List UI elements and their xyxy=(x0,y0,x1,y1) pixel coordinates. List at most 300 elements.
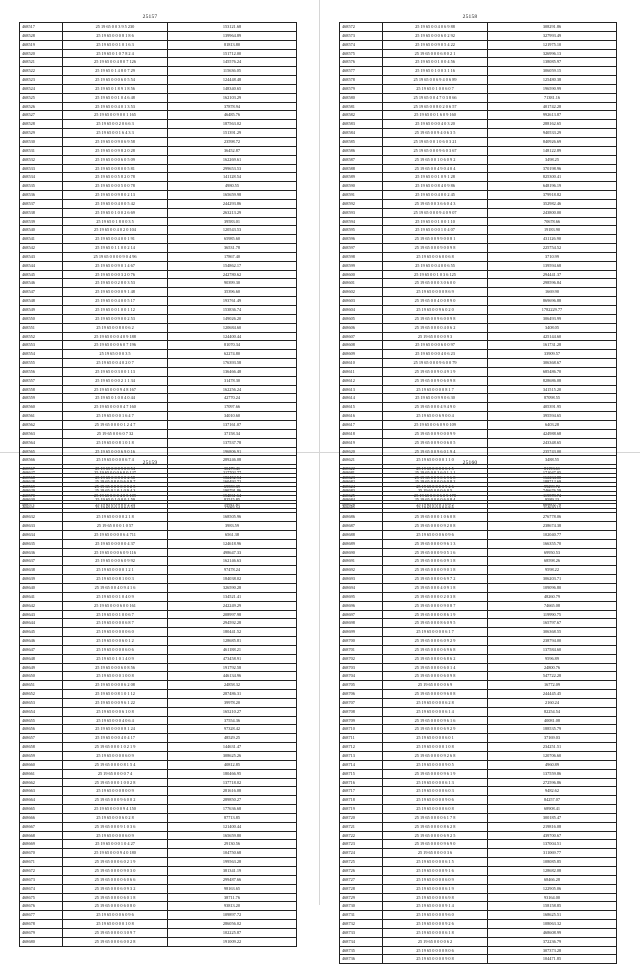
amount-cell: 468608.99 xyxy=(488,928,617,937)
row-id-cell: 468565 xyxy=(20,447,63,456)
amount-cell: 36531.78 xyxy=(168,244,297,253)
reference-code-cell: 25 19 65 0 0 0 0 6 0 1 xyxy=(383,734,488,743)
row-id-cell: 468701 xyxy=(340,645,383,654)
row-id-cell: 468721 xyxy=(340,822,383,831)
amount-cell: 286056.02 xyxy=(168,920,297,929)
table-row xyxy=(340,796,617,805)
reference-code-cell: 25 19 65 0 0 0 8 0 0 9 xyxy=(63,787,168,796)
reference-code-cell: 25 19 65 0 0 0 1 6 4 7 xyxy=(63,412,168,421)
row-id-cell: 468533 xyxy=(20,164,63,173)
amount-cell: 648196.19 xyxy=(488,182,617,191)
table-row xyxy=(340,49,617,58)
reference-code-cell: 25 19 65 0 0 0 0 9 1 4 xyxy=(383,902,488,911)
amount-cell: 276778.06 xyxy=(488,513,617,522)
table-row xyxy=(20,522,297,531)
table-row xyxy=(340,566,617,575)
amount-cell: 109897.72 xyxy=(168,911,297,920)
table-row xyxy=(20,341,297,350)
table-row xyxy=(20,438,297,447)
reference-code-cell: 25 19 65 0 0 8 1 0 0 3 xyxy=(63,575,168,584)
row-id-cell: 468725 xyxy=(340,858,383,867)
reference-code-cell: 25 19 65 0 0 4 7 0 3 8 66 xyxy=(383,93,488,102)
reference-code-cell: 25 19 65 0 0 0 6 0 9 6 xyxy=(383,530,488,539)
reference-code-cell: 25 19 65 0 0 9 0 6 9 6 8 xyxy=(383,474,488,483)
row-id-cell: 468728 xyxy=(340,884,383,893)
amount-cell: 431126.90 xyxy=(488,235,617,244)
amount-cell: 148340.65 xyxy=(168,84,297,93)
row-id-cell: 468524 xyxy=(20,84,63,93)
row-id-cell: 468652 xyxy=(20,690,63,699)
amount-cell: 162103.29 xyxy=(168,93,297,102)
table-row xyxy=(340,849,617,858)
row-id-cell: 468566 xyxy=(20,456,63,465)
row-id-cell: 468658 xyxy=(20,743,63,752)
row-id-cell: 468664 xyxy=(20,796,63,805)
reference-code-cell: 25 19 65 0 0 0 0 6 9 7 2 xyxy=(383,575,488,584)
ledger-table xyxy=(19,468,297,947)
reference-code-cell: 25 19 65 0 0 9 6 0 0 9 8 xyxy=(383,314,488,323)
table-row xyxy=(20,58,297,67)
amount-cell: 37158.34 xyxy=(168,429,297,438)
reference-code-cell: 25 19 65 0 0 0 6 0 0 97 xyxy=(383,341,488,350)
amount-cell: 48529.25 xyxy=(168,734,297,743)
reference-code-cell: 25 19 65 0 0 0 0 9 1 6 xyxy=(383,866,488,875)
row-id-cell: 468644 xyxy=(20,619,63,628)
reference-code-cell: 25 19 65 0 0 0 6 0 2 1 9 xyxy=(63,858,168,867)
reference-code-cell: 25 19 65 0 0 6 9 4 0 6 89 xyxy=(383,76,488,85)
reference-code-cell: 25 19 65 0 0 0 0 6 9 6 8 xyxy=(383,645,488,654)
reference-code-cell: 25 19 65 0 0 3 6 6 0 4 3 xyxy=(383,199,488,208)
amount-cell: 39583.01 xyxy=(168,217,297,226)
amount-cell: 299653.53 xyxy=(168,164,297,173)
reference-code-cell: 25 19 65 0 0 8 4 0 9 86 xyxy=(383,182,488,191)
reference-code-cell: 25 19 65 0 0 8 1 0 1 12 xyxy=(63,690,168,699)
reference-code-cell: 25 19 65 0 0 0 0 9 6 9 0 xyxy=(383,840,488,849)
table-row xyxy=(340,429,617,438)
row-id-cell: 468734 xyxy=(340,937,383,946)
table-row xyxy=(20,469,297,478)
reference-code-cell: 25 19 65 0 0 0 6 0 9 2 9 xyxy=(383,637,488,646)
amount-cell: 36452.87 xyxy=(168,146,297,155)
row-id-cell: 468550 xyxy=(20,314,63,323)
row-id-cell: 468584 xyxy=(340,129,383,138)
table-row xyxy=(340,637,617,646)
reference-code-cell: 25 19 65 0 0 0 0 9 0 6 xyxy=(383,796,488,805)
amount-cell: 840926.69 xyxy=(488,137,617,146)
table-row xyxy=(20,76,297,85)
reference-code-cell: 25 19 65 0 0 0 6 0 0 127 xyxy=(63,469,168,478)
amount-cell: 160492.72 xyxy=(168,477,297,486)
table-row xyxy=(340,173,617,182)
reference-code-cell: 25 19 65 0 0 9 0 0 2 53 xyxy=(63,314,168,323)
table-row xyxy=(20,40,297,49)
amount-cell: 70678.66 xyxy=(488,217,617,226)
row-id-cell: 468670 xyxy=(20,849,63,858)
table-row xyxy=(20,129,297,138)
row-id-cell: 468602 xyxy=(340,288,383,297)
table-row xyxy=(20,539,297,548)
table-row xyxy=(340,164,617,173)
reference-code-cell: 25 19 65 0 0 0 0 7 4 xyxy=(63,769,168,778)
row-id-cell: 468616 xyxy=(340,412,383,421)
row-id-cell: 468704 xyxy=(340,672,383,681)
amount-cell: 306368.67 xyxy=(488,359,617,368)
amount-cell: 370198.96 xyxy=(488,164,617,173)
amount-cell: 219816.08 xyxy=(488,822,617,831)
reference-code-cell: 25 19 65 0 1 0 0 2 6 69 xyxy=(63,208,168,217)
table-row xyxy=(340,376,617,385)
table-row xyxy=(340,822,617,831)
reference-code-cell: 25 19 65 0 0 0 6 9 0 16 xyxy=(63,447,168,456)
row-id-cell: 468531 xyxy=(20,146,63,155)
row-id-cell: 468680 xyxy=(20,937,63,946)
amount-cell: 153836.74 xyxy=(168,306,297,315)
amount-cell: 151712.00 xyxy=(168,49,297,58)
reference-code-cell: 25 19 65 0 0 4 0 2 0 7 xyxy=(63,359,168,368)
ledger-panel-1 xyxy=(19,12,281,509)
amount-cell: 180466.95 xyxy=(168,769,297,778)
table-row xyxy=(20,840,297,849)
table-row xyxy=(20,920,297,929)
amount-cell: 69950.53 xyxy=(488,548,617,557)
reference-code-cell: 25 19 65 0 0 0 6 0 2 92 xyxy=(383,31,488,40)
amount-cell: 191792.58 xyxy=(168,663,297,672)
table-row xyxy=(20,111,297,120)
amount-cell: 306368.55 xyxy=(488,628,617,637)
row-id-cell: 468667 xyxy=(20,822,63,831)
reference-code-cell: 25 19 65 0 0 0 0 6 1 7 8 xyxy=(383,813,488,822)
amount-cell: 119990.75 xyxy=(488,610,617,619)
amount-cell: 24800.76 xyxy=(488,663,617,672)
row-id-cell: 468727 xyxy=(340,875,383,884)
table-row xyxy=(20,350,297,359)
row-id-cell: 468620 xyxy=(340,447,383,456)
row-id-cell: 468708 xyxy=(340,707,383,716)
row-id-cell: 468576 xyxy=(340,58,383,67)
reference-code-cell: 25 19 65 0 0 0 8 1 8 6 xyxy=(63,31,168,40)
table-row xyxy=(20,261,297,270)
amount-cell: 128682.08 xyxy=(488,866,617,875)
amount-cell: 120706.60 xyxy=(488,752,617,761)
row-id-cell: 468682 xyxy=(340,477,383,486)
amount-cell: 300185.47 xyxy=(488,813,617,822)
amount-cell: 825300.41 xyxy=(488,173,617,182)
amount-cell: 3488.55 xyxy=(488,456,617,465)
reference-code-cell: 25 19 65 0 0 0 6 0 9 92 xyxy=(63,557,168,566)
reference-code-cell: 25 19 65 0 0 9 0 0 1 165 xyxy=(63,111,168,120)
amount-cell: 102225.87 xyxy=(168,928,297,937)
reference-code-cell: 25 19 65 0 0 0 4 0 9 1 8 xyxy=(383,583,488,592)
table-row xyxy=(340,743,617,752)
table-row xyxy=(20,583,297,592)
table-row xyxy=(340,866,617,875)
table-row xyxy=(340,341,617,350)
row-id-cell: 468555 xyxy=(20,359,63,368)
amount-cell: 59941.61 xyxy=(168,500,297,509)
amount-cell: 439700.67 xyxy=(488,831,617,840)
row-id-cell: 468528 xyxy=(20,120,63,129)
reference-code-cell: 25 19 65 0 0 0 0 6 4 711 xyxy=(63,530,168,539)
table-row xyxy=(340,495,617,504)
amount-cell: 3498.25 xyxy=(488,155,617,164)
amount-cell: 187563.02 xyxy=(168,120,297,129)
row-id-cell: 468592 xyxy=(340,199,383,208)
reference-code-cell: 25 19 65 0 0 9 0 5 4 22 xyxy=(383,40,488,49)
panel-title: 25160 xyxy=(462,460,478,466)
amount-cell: 35396.60 xyxy=(168,288,297,297)
table-row xyxy=(20,743,297,752)
amount-cell: 238794.00 xyxy=(488,637,617,646)
reference-code-cell: 25 19 65 0 0 6 0 7 32 xyxy=(63,429,168,438)
row-id-cell: 468654 xyxy=(20,707,63,716)
amount-cell: 306493.99 xyxy=(488,314,617,323)
table-row xyxy=(340,217,617,226)
reference-code-cell: 25 19 65 0 0 0 0 8 0 6 xyxy=(383,946,488,955)
table-row xyxy=(340,734,617,743)
reference-code-cell: 25 19 65 0 0 8 0 2 0 6 57 xyxy=(383,102,488,111)
amount-cell: 121975.10 xyxy=(488,40,617,49)
reference-code-cell: 25 19 65 0 0 0 1 0 57 xyxy=(63,522,168,531)
amount-cell: 311069.77 xyxy=(488,849,617,858)
table-row xyxy=(340,601,617,610)
reference-code-cell: 25 19 65 0 0 0 0 6 0 9 xyxy=(63,831,168,840)
row-id-cell: 468551 xyxy=(20,323,63,332)
row-id-cell: 468648 xyxy=(20,654,63,663)
row-id-cell: 468655 xyxy=(20,716,63,725)
table-row xyxy=(20,244,297,253)
amount-cell: 137559.86 xyxy=(488,769,617,778)
row-id-cell: 468717 xyxy=(340,787,383,796)
amount-cell: 37554.36 xyxy=(168,716,297,725)
reference-code-cell: 25 19 65 0 1 0 7 8 2 4 xyxy=(63,49,168,58)
reference-code-cell: 25 19 65 0 0 0 0 6 1 9 xyxy=(383,884,488,893)
reference-code-cell: 25 19 65 0 0 0 6 0 0 2 8 xyxy=(63,937,168,946)
table-row xyxy=(20,911,297,920)
row-id-cell: 468637 xyxy=(20,557,63,566)
reference-code-cell: 25 19 65 0 0 0 3 0 6 0 0 xyxy=(383,279,488,288)
reference-code-cell: 25 19 65 0 0 0 0 6 1 4 xyxy=(383,707,488,716)
reference-code-cell: 25 19 65 0 0 0 0 8 6 2 8 xyxy=(383,822,488,831)
row-id-cell: 468669 xyxy=(20,840,63,849)
table-row xyxy=(20,734,297,743)
amount-cell: 153121.68 xyxy=(168,23,297,32)
table-row xyxy=(340,911,617,920)
amount-cell: 308625.26 xyxy=(168,752,297,761)
table-row xyxy=(340,252,617,261)
row-id-cell: 468635 xyxy=(20,539,63,548)
amount-cell: 498647.33 xyxy=(168,548,297,557)
table-row xyxy=(20,84,297,93)
table-row xyxy=(340,716,617,725)
row-id-cell: 468599 xyxy=(340,261,383,270)
table-row xyxy=(340,486,617,495)
reference-code-cell: 25 19 65 0 0 3 0 0 1 13 xyxy=(63,367,168,376)
row-id-cell: 468673 xyxy=(20,875,63,884)
row-id-cell: 468559 xyxy=(20,394,63,403)
reference-code-cell: 25 19 65 0 0 0 0 6 2 8 xyxy=(383,698,488,707)
table-row xyxy=(340,261,617,270)
row-id-cell: 468600 xyxy=(340,270,383,279)
row-id-cell: 468665 xyxy=(20,805,63,814)
reference-code-cell: 25 19 65 0 0 0 0 0 6 0 xyxy=(63,628,168,637)
table-row xyxy=(20,654,297,663)
amount-cell: 352982.46 xyxy=(488,199,617,208)
reference-code-cell: 25 19 65 0 0 9 8 0 2 13 xyxy=(63,191,168,200)
reference-code-cell: 25 19 65 0 0 4 0 2 0 104 xyxy=(63,226,168,235)
table-row xyxy=(20,813,297,822)
row-id-cell: 468621 xyxy=(340,456,383,465)
amount-cell: 165659.80 xyxy=(168,831,297,840)
reference-code-cell: 25 19 65 0 0 0 9 4 0 180 xyxy=(63,849,168,858)
amount-cell: 263213.29 xyxy=(168,208,297,217)
table-row xyxy=(20,477,297,486)
amount-cell: 98163.65 xyxy=(168,884,297,893)
reference-code-cell: 25 19 65 0 0 0 1 0 6 0 8 xyxy=(383,513,488,522)
reference-code-cell: 25 19 65 0 0 9 6 0 2 0 xyxy=(383,306,488,315)
amount-cell: 243348.65 xyxy=(488,438,617,447)
table-row xyxy=(20,199,297,208)
reference-code-cell: 25 19 65 0 0 0 0 1 1 0 xyxy=(383,456,488,465)
row-id-cell: 468671 xyxy=(20,858,63,867)
row-id-cell: 468716 xyxy=(340,778,383,787)
row-id-cell: 468604 xyxy=(340,306,383,315)
amount-cell: 294592.28 xyxy=(168,619,297,628)
amount-cell: 166355.70 xyxy=(488,539,617,548)
table-row xyxy=(20,707,297,716)
row-id-cell: 468541 xyxy=(20,235,63,244)
row-id-cell: 468603 xyxy=(340,297,383,306)
row-id-cell: 468562 xyxy=(20,420,63,429)
reference-code-cell: 25 19 65 0 0 0 0 9 2 6 8 xyxy=(383,752,488,761)
reference-code-cell: 25 19 65 0 0 0 6 1 0 8 xyxy=(63,707,168,716)
row-id-cell: 468517 xyxy=(20,23,63,32)
amount-cell: 158158.85 xyxy=(488,902,617,911)
row-id-cell: 468601 xyxy=(340,279,383,288)
row-id-cell: 468636 xyxy=(20,548,63,557)
amount-cell: 125480.38 xyxy=(488,76,617,85)
reference-code-cell: 25 19 65 0 0 0 0 8 1 24 xyxy=(63,725,168,734)
ledger-table xyxy=(19,22,297,509)
reference-code-cell: 25 19 65 0 0 3 9 5 230 xyxy=(63,23,168,32)
table-row xyxy=(340,93,617,102)
row-id-cell: 468663 xyxy=(20,787,63,796)
reference-code-cell: 25 19 65 0 0 0 0 9 6 1 3 xyxy=(383,539,488,548)
reference-code-cell: 25 19 65 0 0 0 9 1 0 3 6 xyxy=(63,822,168,831)
amount-cell: 188712.69 xyxy=(488,477,617,486)
table-row xyxy=(340,698,617,707)
reference-code-cell: 25 19 65 0 0 0 0 6 8 6 2 xyxy=(383,654,488,663)
row-id-cell: 468732 xyxy=(340,920,383,929)
table-row xyxy=(20,323,297,332)
reference-code-cell: 25 19 65 0 0 1 0 6 0 9 2 xyxy=(383,155,488,164)
reference-code-cell: 25 19 65 0 0 0 0 3 0 9 7 xyxy=(63,928,168,937)
reference-code-cell: 25 19 65 0 0 0 0 6 0 1 8 xyxy=(63,893,168,902)
reference-code-cell: 25 19 65 0 0 9 0 4 9 1 9 xyxy=(383,367,488,376)
amount-cell: 299487.66 xyxy=(168,875,297,884)
row-id-cell: 468578 xyxy=(340,76,383,85)
table-row xyxy=(340,557,617,566)
reference-code-cell: 25 19 65 0 0 0 0 9 0 3 0 xyxy=(63,866,168,875)
table-row xyxy=(340,787,617,796)
reference-code-cell: 25 19 65 0 0 0 6 0 9 3 2 xyxy=(63,884,168,893)
reference-code-cell: 25 19 65 0 0 0 0 6 0 9 8 xyxy=(383,672,488,681)
reference-code-cell: 25 19 65 0 0 0 0 6 0 8 0 xyxy=(63,902,168,911)
row-id-cell: 468552 xyxy=(20,332,63,341)
reference-code-cell: 25 19 65 0 0 1 6 4 3 3 xyxy=(63,129,168,138)
amount-cell: 182452.54 xyxy=(168,474,297,483)
reference-code-cell: 25 19 65 0 0 0 9 0 0 9 8 xyxy=(383,244,488,253)
row-id-cell: 468687 xyxy=(340,522,383,531)
table-row xyxy=(20,884,297,893)
table-row xyxy=(20,226,297,235)
amount-cell: 128685.81 xyxy=(168,637,297,646)
reference-code-cell: 25 19 65 0 0 0 3 2 0 76 xyxy=(63,270,168,279)
row-id-cell: 468726 xyxy=(340,866,383,875)
table-row xyxy=(20,698,297,707)
table-row xyxy=(20,663,297,672)
row-id-cell: 468660 xyxy=(20,760,63,769)
reference-code-cell: 25 19 65 0 0 0 0 9 0 8 xyxy=(383,955,488,964)
amount-cell: 31478.30 xyxy=(168,376,297,385)
row-id-cell: 468612 xyxy=(340,376,383,385)
reference-code-cell: 25 19 65 0 0 0 0 6 0 8 xyxy=(383,805,488,814)
table-row xyxy=(20,760,297,769)
amount-cell: 154061.64 xyxy=(168,491,297,500)
reference-code-cell: 25 19 65 0 0 0 6 0 2 8 xyxy=(63,813,168,822)
table-row xyxy=(20,769,297,778)
row-id-cell: 468606 xyxy=(340,323,383,332)
amount-cell: 405391.95 xyxy=(488,403,617,412)
reference-code-cell: 25 19 65 0 0 0 0 9 2 0 8 xyxy=(383,522,488,531)
reference-code-cell: 25 19 65 0 0 0 0 2 0 3 8 xyxy=(383,592,488,601)
amount-cell: 238674.38 xyxy=(488,522,617,531)
reference-code-cell: 25 19 65 0 0 0 0 4 0 6 2 xyxy=(383,323,488,332)
row-id-cell: 468683 xyxy=(340,486,383,495)
table-row xyxy=(340,884,617,893)
amount-cell: 124618.96 xyxy=(168,539,297,548)
amount-cell: 992613.87 xyxy=(488,111,617,120)
table-row xyxy=(340,182,617,191)
table-row xyxy=(340,244,617,253)
table-row xyxy=(340,323,617,332)
amount-cell: 27083.54 xyxy=(168,504,297,513)
table-row xyxy=(340,690,617,699)
reference-code-cell: 25 19 65 0 0 0 0 6 2 08 xyxy=(63,681,168,690)
table-row xyxy=(340,403,617,412)
amount-cell: 341515.20 xyxy=(488,385,617,394)
row-id-cell: 468570 xyxy=(20,491,63,500)
row-id-cell: 468538 xyxy=(20,208,63,217)
amount-cell: 102040.77 xyxy=(488,530,617,539)
table-row xyxy=(340,583,617,592)
amount-cell: 446134.96 xyxy=(168,672,297,681)
table-row xyxy=(20,619,297,628)
amount-cell: 289850.27 xyxy=(168,796,297,805)
amount-cell: 3983.59 xyxy=(168,522,297,531)
row-id-cell: 468572 xyxy=(340,23,383,32)
reference-code-cell: 25 19 65 0 0 0 0 9 6 0 8 xyxy=(383,690,488,699)
amount-cell: 124448.48 xyxy=(168,76,297,85)
amount-cell: 473458.91 xyxy=(168,654,297,663)
row-id-cell: 468668 xyxy=(20,831,63,840)
row-id-cell: 468615 xyxy=(340,403,383,412)
reference-code-cell: 25 19 65 0 0 0 6 0 1 2 xyxy=(63,637,168,646)
row-id-cell: 468677 xyxy=(20,911,63,920)
reference-code-cell: 25 19 65 0 0 0 6 0 9 178 xyxy=(383,491,488,500)
table-row xyxy=(20,394,297,403)
table-row xyxy=(340,412,617,421)
reference-code-cell: 25 19 65 0 0 0 0 6 0 1 4 xyxy=(383,663,488,672)
